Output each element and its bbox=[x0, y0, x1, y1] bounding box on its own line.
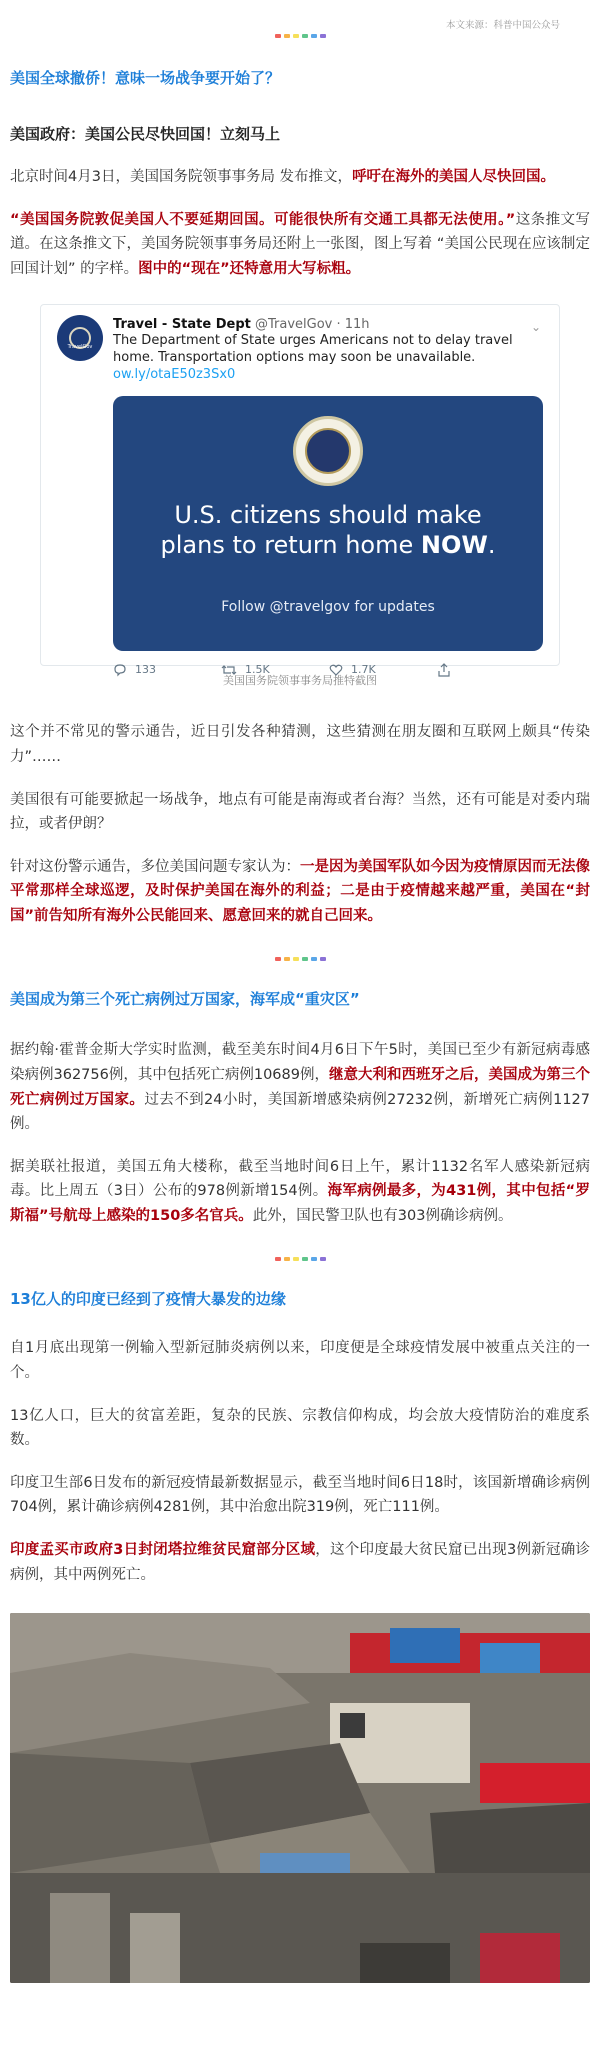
paragraph: 13亿人口，巨大的贫富差距，复杂的民族、宗教信仰构成，均会放大疫情防治的难度系数。 bbox=[10, 1407, 590, 1449]
chevron-down-icon[interactable]: ⌄ bbox=[530, 319, 541, 334]
section-heading: 美国成为第三个死亡病例过万国家，海军成“重灾区” bbox=[10, 989, 360, 1008]
divider-dot bbox=[320, 1257, 326, 1261]
state-dept-emblem-icon bbox=[293, 416, 363, 486]
tweet-header bbox=[113, 317, 545, 334]
slum-photo bbox=[10, 1613, 590, 1983]
tweet-body: The Department of State urges Americans not to delay travel home. Transportation options may soon be unavailable. bbox=[113, 333, 513, 366]
divider-dot bbox=[302, 34, 308, 38]
paragraph: 印度卫生部6日发布的新冠疫情最新数据显示，截至当地时间6日18时，该国新增确诊病例704例，累计确诊病例4281例，其中治愈出院319例，死亡111例。 bbox=[10, 1474, 590, 1516]
slum-photo-illustration bbox=[10, 1613, 590, 1983]
card-headline bbox=[113, 500, 543, 560]
text-span: 据约翰·霍普金斯大学实时监测，截至美东时间4月6日下午5时，美国已至少有新冠病毒感染病例362756例，其中包括死亡病例10689例， bbox=[10, 1042, 590, 1083]
article-header bbox=[10, 0, 590, 48]
avatar[interactable] bbox=[57, 315, 103, 361]
like-count: 1.7K bbox=[351, 663, 376, 677]
section-subheading: 美国政府：美国公民尽快回国！立刻马上 bbox=[10, 124, 281, 143]
card-line-2-text: plans to return home bbox=[160, 531, 421, 560]
divider-dot bbox=[293, 1257, 299, 1261]
text-span: 过去不到24小时，美国新增感染病例27232例，新增死亡病例1127例。 bbox=[10, 1091, 590, 1133]
highlight-text: 呼吁在海外的美国人尽快回国。 bbox=[352, 169, 556, 185]
highlight-text: “美国国务院敦促美国人不要延期回国。可能很快所有交通工具都无法使用。” bbox=[10, 211, 516, 228]
divider-dot bbox=[302, 957, 308, 961]
section-divider bbox=[10, 957, 590, 961]
share-icon bbox=[437, 663, 451, 677]
tweet-author-name[interactable]: Travel - State Dept bbox=[113, 316, 251, 332]
section-divider bbox=[10, 1257, 590, 1261]
emblem-center bbox=[305, 428, 351, 474]
paragraph bbox=[10, 1155, 590, 1229]
divider-dot bbox=[275, 957, 281, 961]
text-span: 这条推文写道。在这条推文下，美国务院领事事务局还附上一张图，图上写着 “美国公民现在应该制定回国计划” 的字样。 bbox=[10, 211, 590, 277]
card-line-1: U.S. citizens should make bbox=[174, 501, 482, 530]
highlight-text: 印度孟买市政府3日封闭塔拉维贫民窟部分区域 bbox=[10, 1542, 316, 1559]
image-caption: 美国国务院领事事务局推特截图 bbox=[223, 673, 377, 687]
divider-dot bbox=[302, 1257, 308, 1261]
divider-dot bbox=[311, 957, 317, 961]
text-span: 针对这份警示通告，多位美国问题专家认为： bbox=[10, 858, 300, 875]
source-label: 本文来源：科普中国公众号 bbox=[445, 20, 560, 31]
paragraph bbox=[10, 855, 590, 929]
heart-icon bbox=[329, 663, 343, 677]
paragraph: 这个并不常见的警示通告，近日引发各种猜测，这些猜测在朋友圈和互联网上颇具“传染力”…… bbox=[10, 724, 590, 765]
divider-dot bbox=[293, 957, 299, 961]
avatar-label: TravelGov bbox=[67, 344, 93, 351]
card-line-2-bold: NOW bbox=[420, 531, 488, 560]
paragraph bbox=[10, 208, 590, 282]
divider-dot bbox=[293, 34, 299, 38]
text-span: ，这个印度最大贫民窟已出现3例新冠确诊病例，其中两例死亡。 bbox=[10, 1542, 590, 1583]
section-heading: 美国全球撤侨！意味一场战争要开始了？ bbox=[10, 69, 281, 87]
tweet-image-card[interactable] bbox=[113, 396, 543, 651]
text-span: 北京时间4月3日，美国国务院领事事务局 发布推文， bbox=[10, 169, 353, 185]
tweet-link[interactable]: ow.ly/otaE50z3Sx0 bbox=[113, 367, 236, 383]
paragraph bbox=[10, 1038, 590, 1137]
paragraph: 自1月底出现第一例输入型新冠肺炎病例以来，印度便是全球疫情发展中被重点关注的一个。 bbox=[10, 1340, 590, 1381]
like-button[interactable] bbox=[329, 661, 437, 680]
tweet-text bbox=[113, 333, 545, 384]
reply-count: 133 bbox=[135, 663, 156, 677]
highlight-text: 图中的“现在”还特意用大写标粗。 bbox=[138, 260, 361, 277]
reply-button[interactable] bbox=[113, 661, 221, 680]
tweet-actions bbox=[113, 661, 545, 680]
divider-dot bbox=[284, 957, 290, 961]
section-heading: 13亿人的印度已经到了疫情大暴发的边缘 bbox=[10, 1289, 286, 1308]
paragraph bbox=[10, 165, 590, 190]
text-span: 据美联社报道，美国五角大楼称，截至当地时间6日上午，累计1132名军人感染新冠病毒。比上周五（3日）公布的978例新增154例。 bbox=[10, 1158, 590, 1200]
divider-dot bbox=[284, 34, 290, 38]
card-line-2 bbox=[113, 530, 543, 560]
highlight-text: 一是因为美国军队如今因为疫情原因而无法像平常那样全球巡逻，及时保护美国在海外的利益；二是由于疫情越来越严重，美国在“封国”前告知所有海外公民能回来、愿意回来的就自己回来。 bbox=[10, 858, 590, 925]
card-line-2-end: . bbox=[487, 531, 496, 560]
text-span: 此外，国民警卫队也有303例确诊病例。 bbox=[252, 1208, 513, 1225]
tweet-author-handle: @TravelGov · 11h bbox=[255, 316, 370, 332]
retweet-button[interactable] bbox=[221, 661, 329, 680]
divider-dot bbox=[320, 957, 326, 961]
paragraph bbox=[10, 1538, 590, 1587]
divider-dot bbox=[275, 1257, 281, 1261]
share-button[interactable] bbox=[437, 661, 545, 680]
retweet-count: 1.5K bbox=[245, 663, 270, 677]
paragraph: 美国很有可能要掀起一场战争，地点有可能是南海或者台海？当然，还有可能是对委内瑞拉，或者伊朗？ bbox=[10, 791, 590, 833]
divider-dot bbox=[311, 1257, 317, 1261]
reply-icon bbox=[113, 663, 127, 677]
tweet-embed bbox=[40, 304, 560, 677]
retweet-icon bbox=[221, 663, 237, 677]
highlight-text: 海军病例最多，为431例，其中包括“罗斯福”号航母上感染的150多名官兵。 bbox=[10, 1183, 591, 1225]
highlight-text: 继意大利和西班牙之后，美国成为第三个死亡病例过万国家。 bbox=[10, 1066, 591, 1108]
top-divider bbox=[10, 34, 590, 38]
divider-dot bbox=[284, 1257, 290, 1261]
divider-dot bbox=[311, 34, 317, 38]
divider-dot bbox=[320, 34, 326, 38]
divider-dot bbox=[275, 34, 281, 38]
card-follow-text: Follow @travelgov for updates bbox=[221, 599, 435, 616]
